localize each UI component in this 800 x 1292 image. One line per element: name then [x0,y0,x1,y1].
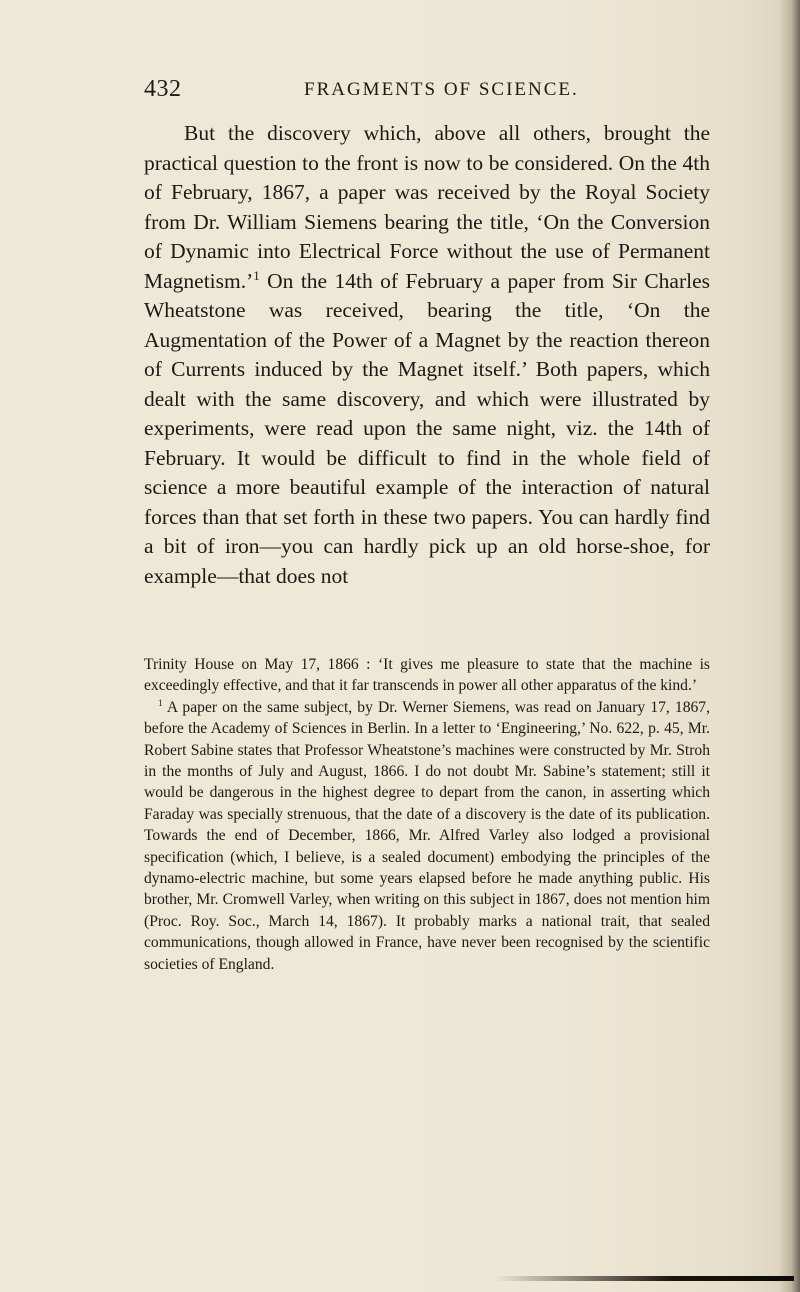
paragraph-text: But the discovery which, above all others, brought the practical question to the front is now to be considered. On the 4th of February, 1867, a paper was received by the Royal Society from Dr. William Siemens bearing the title, ‘On the Conversion of Dynamic into Electrical Force without the use of Permanent Magnetism.’ [144,121,710,293]
footnotes [144,654,710,975]
main-paragraph [144,119,710,591]
running-head: FRAGMENTS OF SCIENCE. [304,79,579,100]
page-edge-shadow [778,0,800,1292]
page-edge-mark [494,1276,794,1281]
footnote-continuation: Trinity House on May 17, 1866 : ‘It gives me pleasure to state that the machine is exceedingly effective, and that it far transcends in power all other apparatus of the kind.’ [144,656,710,695]
page-header [0,74,800,104]
paragraph-continuation: On the 14th of February a paper from Sir Charles Wheatstone was received, bearing the title, ‘On the Augmentation of the Power of a Magnet by the reaction thereon of Currents induced by the Magnet itself.’ Both papers, which dealt with the same discovery, and which were illustrated by experiments, were read upon the same night, viz. the 14th of February. It would be difficult to find in the whole field of science a more beautiful example of the interaction of natural forces than that set forth in these two papers. You can hardly find a bit of iron—you can hardly pick up an old horse-shoe, for example—that does not [144,268,710,588]
footnote-marker: 1 [158,698,163,709]
footnote-reference: 1 [253,268,260,283]
page-number: 432 [144,76,182,102]
footnote-1 [144,697,710,975]
footnote-text: A paper on the same subject, by Dr. Werner Siemens, was read on January 17, 1867, before the Academy of Sciences in Berlin. In a letter to ‘Engineering,’ No. 622, p. 45, Mr. Robert Sabine states that Professor Wheatstone’s machines were constructed by Mr. Stroh in the months of July and August, 1866. I do not doubt Mr. Sabine’s statement; still it would be dangerous in the highest degree to depart from the canon, in asserting which Faraday was specially strenuous, that the date of a discovery is the date of its publication. Towards the end of December, 1866, Mr. Alfred Varley also lodged a provisional specification (which, I believe, is a sealed document) embodying the principles of the dynamo-electric machine, but some years elapsed before he made anything public. His brother, Mr. Cromwell Varley, when writing on this subject in 1867, does not mention him (Proc. Roy. Soc., March 14, 1867). It probably marks a national trait, that sealed communications, though allowed in France, have never been recognised by the scientific societies of England. [144,698,710,973]
